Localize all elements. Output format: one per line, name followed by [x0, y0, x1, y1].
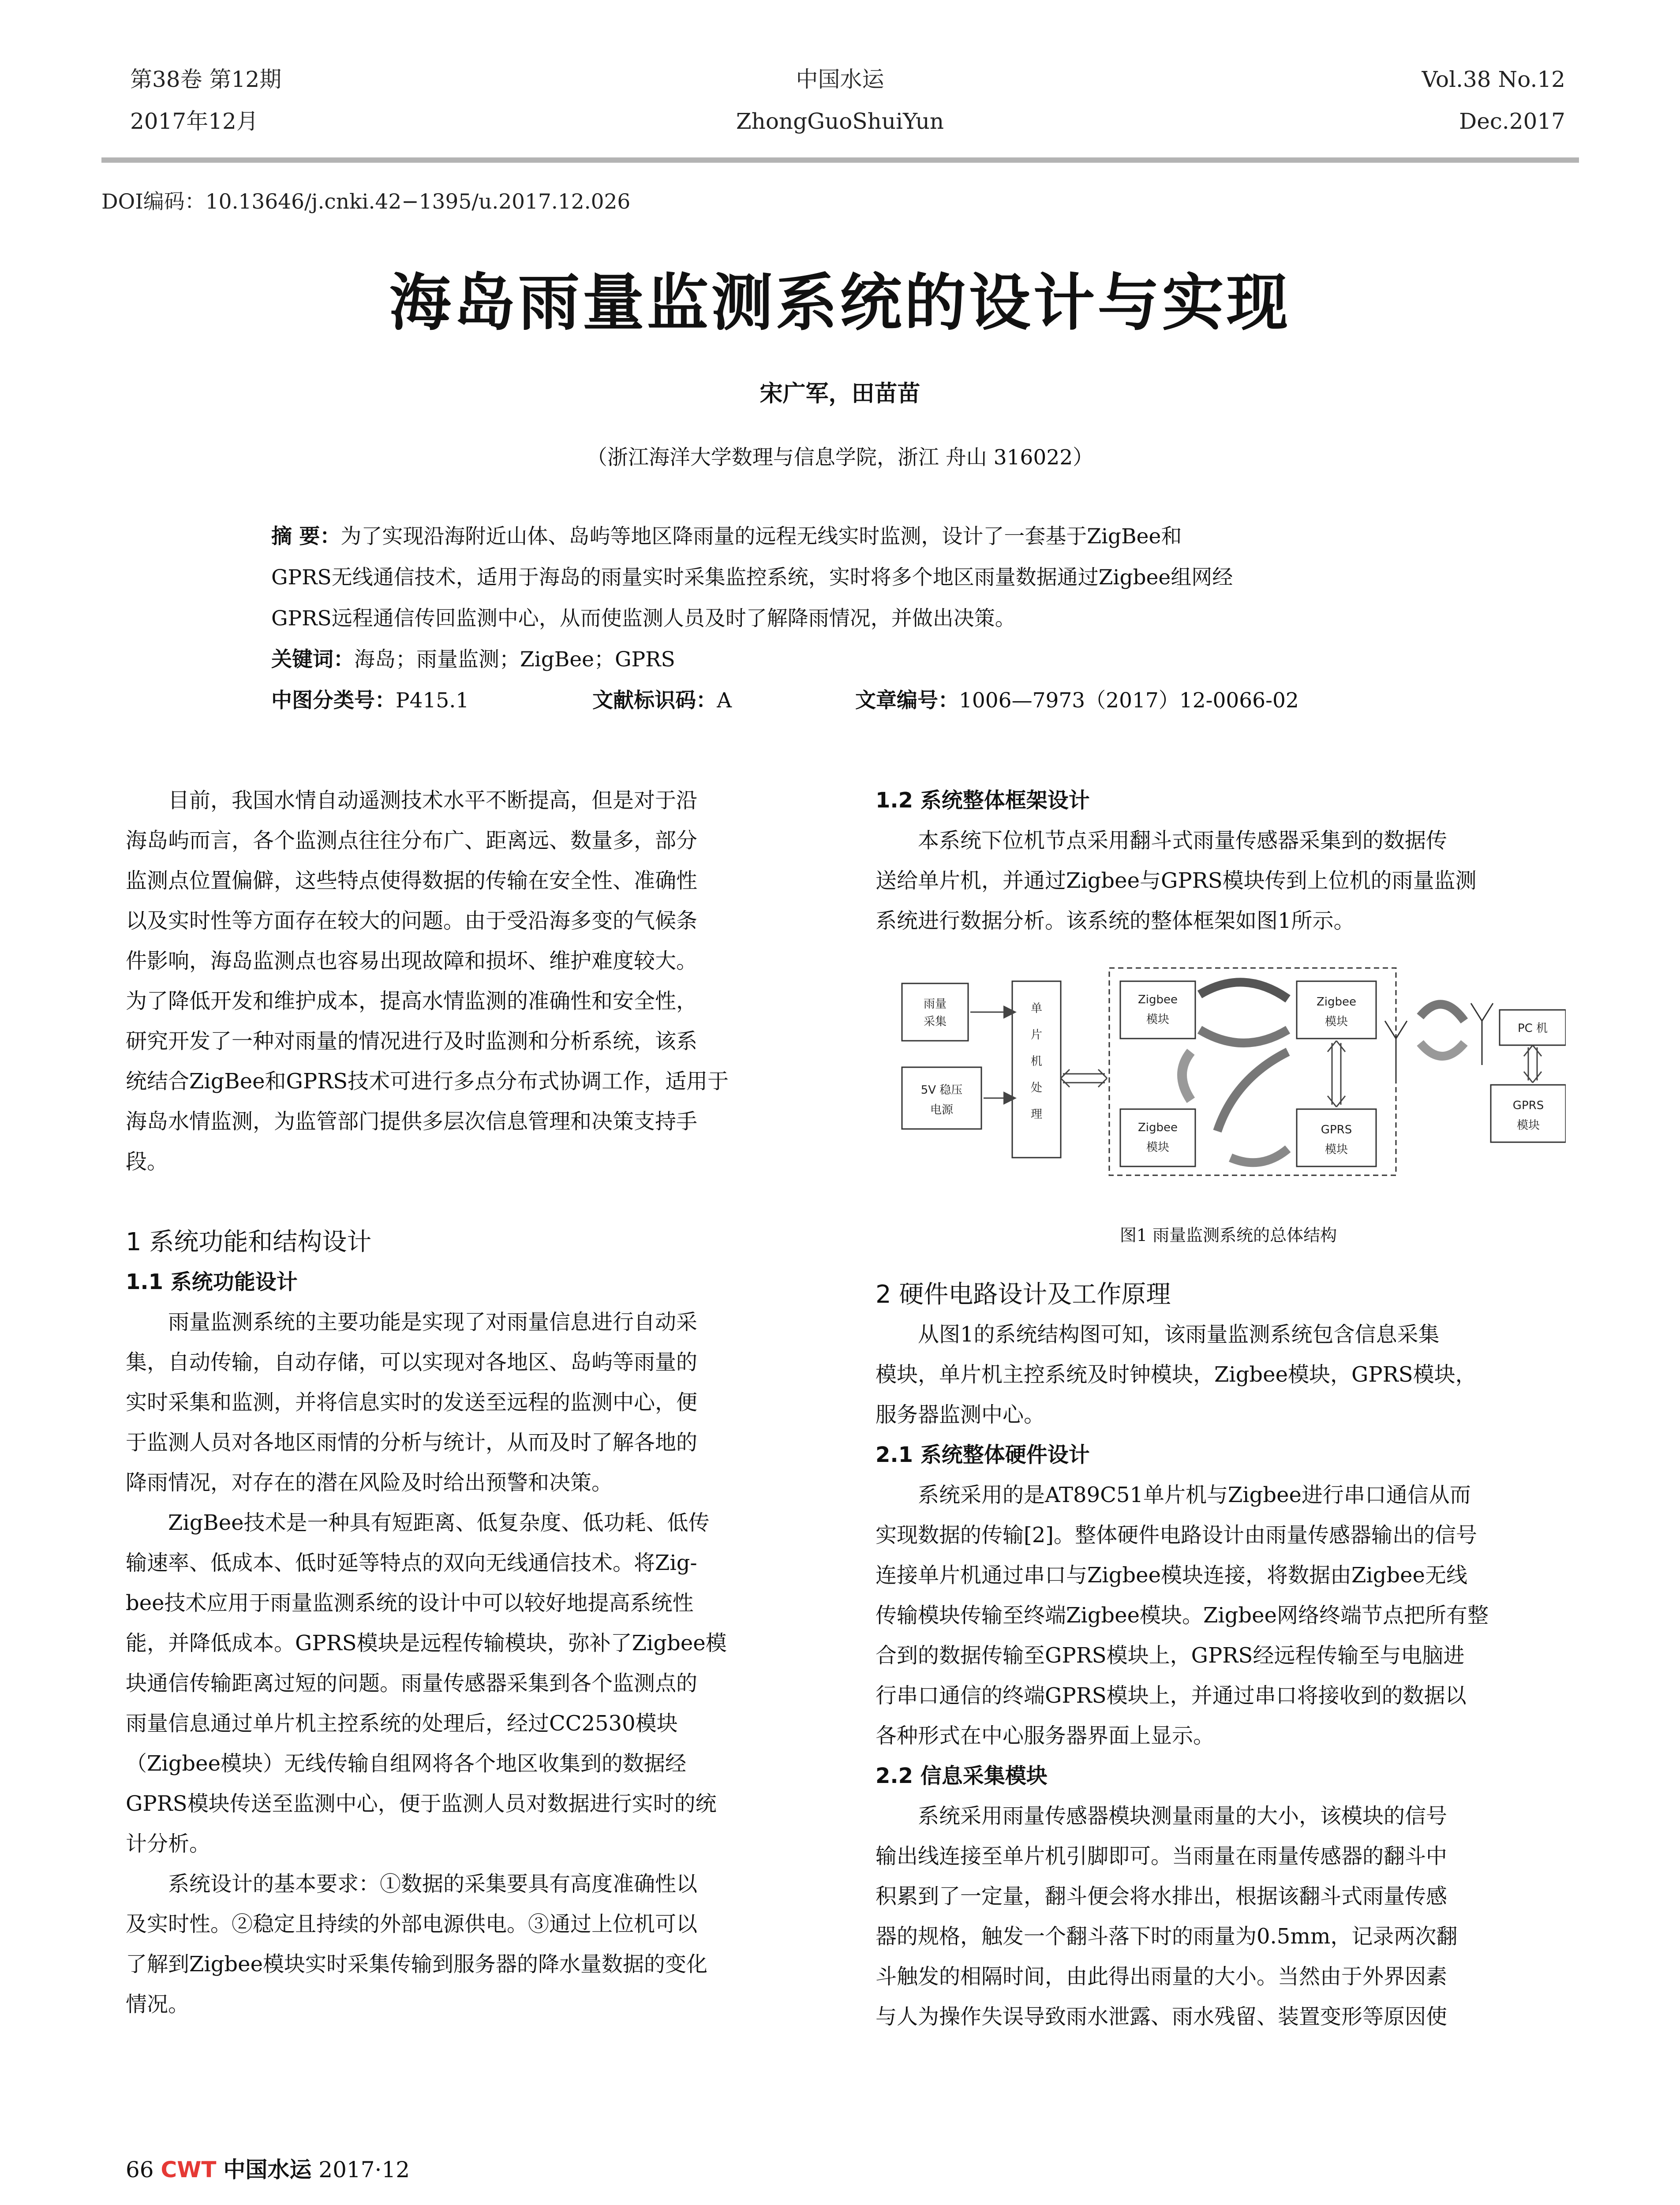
header-date: 2017年12月 — [130, 108, 258, 134]
right-column-bottom — [876, 1274, 1581, 2037]
body-line: 计分析。 — [126, 1831, 211, 1856]
body-line: 目前，我国水情自动遥测技术水平不断提高，但是对于沿 — [126, 788, 698, 813]
body-line: 海岛水情监测，为监管部门提供多层次信息管理和决策支持手 — [126, 1109, 698, 1134]
abstract-line: 为了实现沿海附近山体、岛屿等地区降雨量的远程无线实时监测，设计了一套基于ZigBee和 — [340, 524, 1182, 549]
body-line: 实时采集和监测，并将信息实时的发送至远程的监测中心，便 — [126, 1390, 698, 1415]
subsection-heading: 2.2 信息采集模块 — [876, 1764, 1048, 1788]
body-line: 系统采用的是AT89C51单片机与Zigbee进行串口通信从而 — [876, 1483, 1471, 1507]
body-line: 行串口通信的终端GPRS模块上，并通过串口将接收到的数据以 — [876, 1683, 1467, 1708]
article-number-label: 文章编号： — [855, 688, 959, 713]
body-line: 件影响，海岛监测点也容易出现故障和损坏、维护难度较大。 — [126, 949, 698, 973]
body-line: 为了降低开发和维护成本，提高水情监测的准确性和安全性， — [126, 989, 698, 1013]
clc-label: 中图分类号： — [271, 688, 396, 713]
keywords: 海岛；雨量监测；ZigBee；GPRS — [354, 647, 675, 672]
body-line: 集，自动传输，自动存储，可以实现对各地区、岛屿等雨量的 — [126, 1350, 698, 1375]
clc: P415.1 — [396, 688, 469, 713]
doc-code-label: 文献标识码： — [592, 688, 717, 713]
body-line: 实现数据的传输[2]。整体硬件电路设计由雨量传感器输出的信号 — [876, 1523, 1477, 1547]
body-line: 模块，单片机主控系统及时钟模块，Zigbee模块，GPRS模块， — [876, 1362, 1477, 1387]
body-line: 及实时性。②稳定且持续的外部电源供电。③通过上位机可以 — [126, 1912, 698, 1936]
article-number: 1006—7973（2017）12-0066-02 — [958, 688, 1299, 713]
authors: 宋广军，田苗苗 — [760, 381, 920, 407]
wireless-arrow — [1231, 1149, 1288, 1162]
body-line: 系统进行数据分析。该系统的整体框架如图1所示。 — [876, 908, 1355, 933]
abstract — [271, 516, 1418, 721]
zigbee-module-label: 模块 — [1146, 1141, 1170, 1154]
body-line: 与人为操作失误导致雨水泄露、雨水残留、装置变形等原因使 — [876, 2004, 1448, 2029]
body-line: 研究开发了一种对雨量的情况进行及时监测和分析系统，该系 — [126, 1029, 698, 1054]
left-column — [126, 781, 831, 2025]
body-line: 监测点位置偏僻，这些特点使得数据的传输在安全性、准确性 — [126, 868, 698, 893]
body-line: 输速率、低成本、低时延等特点的双向无线通信技术。将Zig- — [126, 1551, 697, 1575]
body-line: 输出线连接至单片机引脚即可。当雨量在雨量传感器的翻斗中 — [876, 1844, 1448, 1869]
gprs-module-bottom — [1297, 1109, 1376, 1166]
keywords-label: 关键词： — [271, 647, 354, 672]
pc-label: PC 机 — [1517, 1022, 1548, 1035]
zigbee-module-bottom-left — [1120, 1109, 1195, 1166]
abstract-label: 摘 要： — [271, 524, 341, 549]
header-journal-pinyin: ZhongGuoShuiYun — [736, 108, 944, 134]
power-box — [902, 1067, 981, 1129]
doi: DOI编码：10.13646/j.cnki.42−1395/u.2017.12.026 — [101, 190, 631, 214]
cwt-logo: CWT — [161, 2157, 217, 2183]
wireless-arrow — [1182, 1052, 1191, 1100]
body-line: 系统采用雨量传感器模块测量雨量的大小，该模块的信号 — [876, 1804, 1448, 1828]
body-line: GPRS模块传送至监测中心，便于监测人员对数据进行实时的统 — [126, 1791, 717, 1816]
body-line: 雨量监测系统的主要功能是实现了对雨量信息进行自动采 — [126, 1310, 698, 1334]
affiliation: （浙江海洋大学数理与信息学院，浙江 舟山 316022） — [586, 445, 1094, 470]
wireless-arrow — [1217, 1052, 1288, 1131]
zigbee-module-top-right — [1297, 981, 1376, 1039]
mcu-label: 处 — [1030, 1081, 1043, 1095]
footer-date: 2017·12 — [318, 2157, 410, 2183]
mcu-label: 单 — [1030, 1002, 1043, 1015]
body-line: 积累到了一定量，翻斗便会将水排出，根据该翻斗式雨量传感 — [876, 1884, 1448, 1909]
zigbee-module-top-left — [1120, 981, 1195, 1039]
mcu-label: 理 — [1030, 1108, 1043, 1121]
zigbee-module-label: 模块 — [1325, 1015, 1348, 1028]
power-label: 电源 — [930, 1103, 954, 1117]
body-line: 雨量信息通过单片机主控系统的处理后，经过CC2530模块 — [126, 1711, 678, 1736]
paper-title: 海岛雨量监测系统的设计与实现 — [389, 267, 1291, 339]
abstract-line: GPRS无线通信技术，适用于海岛的雨量实时采集监控系统，实时将多个地区雨量数据通过Zigbee组网经 — [271, 565, 1233, 590]
body-line: 块通信传输距离过短的问题。雨量传感器采集到各个监测点的 — [126, 1671, 698, 1696]
body-line: 斗触发的相隔时间，由此得出雨量的大小。当然由于外界因素 — [876, 1964, 1448, 1989]
page-number: 66 — [126, 2157, 154, 2183]
body-line: 本系统下位机节点采用翻斗式雨量传感器采集到的数据传 — [876, 828, 1448, 853]
power-label: 5V 稳压 — [920, 1084, 963, 1097]
body-line: 器的规格，触发一个翻斗落下时的雨量为0.5mm，记录两次翻 — [876, 1924, 1458, 1949]
body-line: 海岛屿而言，各个监测点往往分布广、距离远、数量多，部分 — [126, 828, 698, 853]
abstract-line: GPRS远程通信传回监测中心，从而使监测人员及时了解降雨情况，并做出决策。 — [271, 606, 1016, 631]
header-journal: 中国水运 — [796, 67, 884, 92]
body-line: 服务器监测中心。 — [876, 1402, 1045, 1427]
body-line: （Zigbee模块）无线传输自组网将各个地区收集到的数据经 — [126, 1751, 686, 1776]
footer — [126, 2152, 410, 2184]
section-heading: 2 硬件电路设计及工作原理 — [876, 1280, 1171, 1309]
section-heading: 1 系统功能和结构设计 — [126, 1228, 372, 1256]
figure-caption: 图1 雨量监测系统的总体结构 — [1119, 1226, 1337, 1245]
header-volume-en: Vol.38 No.12 — [1422, 67, 1565, 92]
doc-code: A — [717, 688, 732, 713]
subsection-heading: 1.1 系统功能设计 — [126, 1270, 298, 1294]
wireless-arrow — [1420, 1043, 1464, 1056]
header-date-en: Dec.2017 — [1459, 108, 1565, 134]
system-structure-figure — [882, 964, 1566, 1211]
right-column-top — [876, 781, 1581, 941]
body-line: 连接单片机通过串口与Zigbee模块连接，将数据由Zigbee无线 — [876, 1563, 1467, 1588]
mcu-label: 片 — [1030, 1028, 1043, 1042]
body-line: 统结合ZigBee和GPRS技术可进行多点分布式协调工作，适用于 — [126, 1069, 729, 1094]
rain-collect-box — [902, 983, 968, 1041]
paragraph-gap — [126, 1182, 831, 1222]
header-rule — [101, 157, 1579, 163]
body-line: 各种形式在中心服务器界面上显示。 — [876, 1723, 1215, 1748]
rain-collect-label: 采集 — [923, 1015, 947, 1028]
body-line: 以及实时性等方面存在较大的问题。由于受沿海多变的气候条 — [126, 908, 698, 933]
subsection-heading: 1.2 系统整体框架设计 — [876, 788, 1090, 813]
wireless-arrow — [1420, 1004, 1464, 1021]
body-line: bee技术应用于雨量监测系统的设计中可以较好地提高系统性 — [126, 1591, 694, 1615]
zigbee-module-label: Zigbee — [1137, 1121, 1178, 1134]
body-line: 能，并降低成本。GPRS模块是远程传输模块，弥补了Zigbee模 — [126, 1631, 727, 1656]
body-line: 降雨情况，对存在的潜在风险及时给出预警和决策。 — [126, 1470, 613, 1495]
gprs-module-label: GPRS — [1512, 1099, 1544, 1112]
subsection-heading: 2.1 系统整体硬件设计 — [876, 1443, 1090, 1467]
body-line: 情况。 — [126, 1992, 190, 2017]
body-line: 合到的数据传输至GPRS模块上，GPRS经远程传输至与电脑进 — [876, 1643, 1465, 1668]
body-line: 送给单片机，并通过Zigbee与GPRS模块传到上位机的雨量监测 — [876, 868, 1477, 893]
body-line: 段。 — [126, 1149, 168, 1174]
body-line: 了解到Zigbee模块实时采集传输到服务器的降水量数据的变化 — [126, 1952, 707, 1977]
gprs-module-label: 模块 — [1325, 1143, 1348, 1156]
body-line: 系统设计的基本要求：①数据的采集要具有高度准确性以 — [126, 1872, 698, 1896]
wireless-arrow — [1200, 982, 1288, 999]
body-line: 于监测人员对各地区雨情的分析与统计，从而及时了解各地的 — [126, 1430, 698, 1455]
zigbee-module-label: Zigbee — [1137, 993, 1178, 1006]
gprs-module-label: 模块 — [1516, 1119, 1540, 1132]
mcu-label: 机 — [1030, 1055, 1043, 1068]
antenna-icon — [1471, 1003, 1493, 1065]
body-line: 传输模块传输至终端Zigbee模块。Zigbee网络终端节点把所有整 — [876, 1603, 1489, 1628]
gprs-module-label: GPRS — [1321, 1123, 1352, 1136]
zigbee-module-label: Zigbee — [1316, 995, 1357, 1009]
rain-collect-label: 雨量 — [923, 998, 947, 1011]
header-volume: 第38卷 第12期 — [130, 67, 282, 92]
body-line: 从图1的系统结构图可知，该雨量监测系统包含信息采集 — [876, 1322, 1440, 1347]
gprs-module-right — [1491, 1085, 1566, 1142]
body-line: ZigBee技术是一种具有短距离、低复杂度、低功耗、低传 — [126, 1510, 710, 1535]
zigbee-module-label: 模块 — [1146, 1013, 1170, 1026]
wireless-arrow — [1200, 1030, 1288, 1043]
footer-journal: 中国水运 — [223, 2157, 312, 2183]
